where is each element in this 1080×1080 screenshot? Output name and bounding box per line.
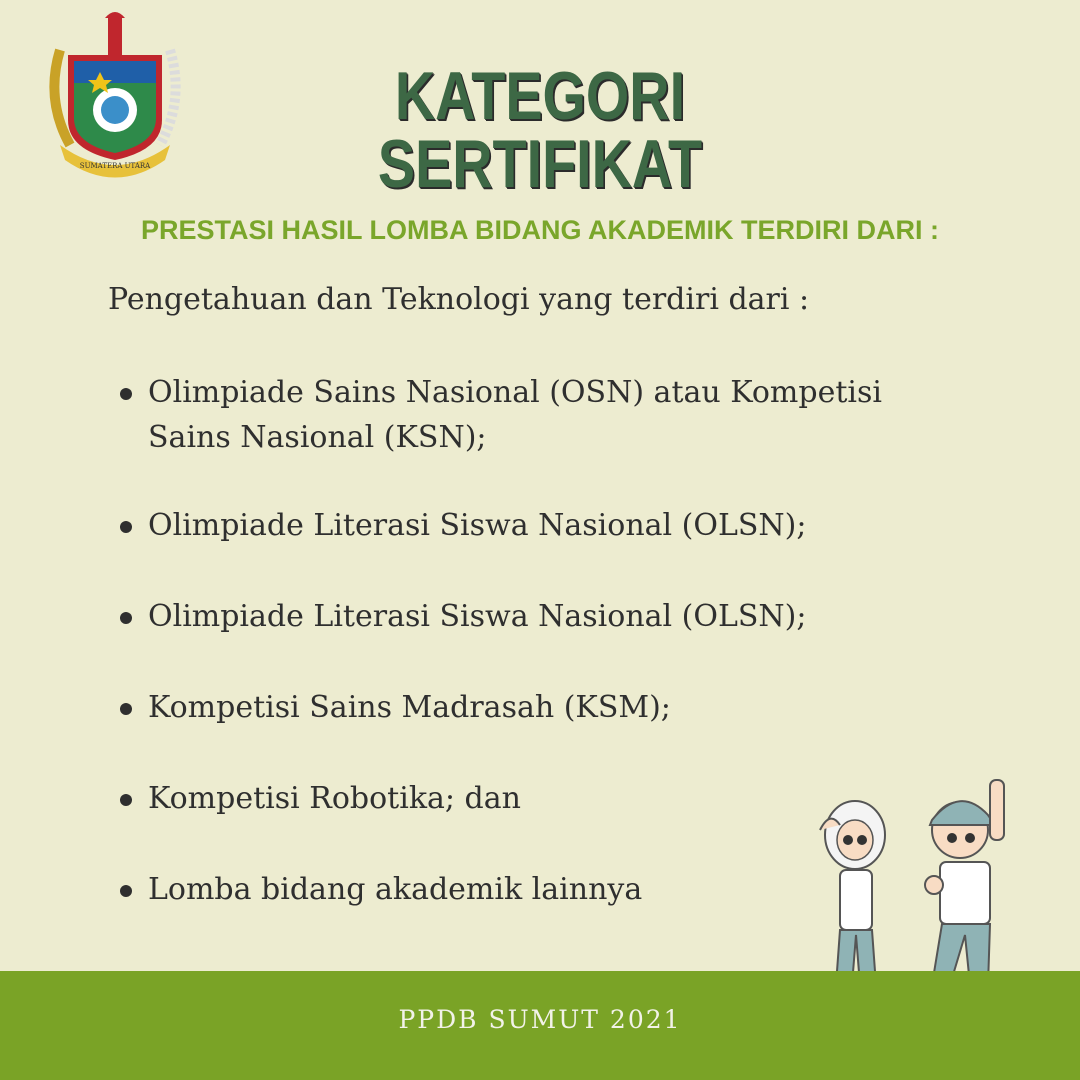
list-item	[118, 503, 998, 548]
list-item-text: Lomba bidang akademik lainnya	[148, 872, 643, 907]
list-item	[118, 594, 998, 639]
list-item-text: Kompetisi Robotika; dan	[148, 781, 521, 816]
emblem-lettering: SUMATERA UTARA	[79, 162, 151, 170]
page-title: KATEGORI SERTIFIKAT	[377, 58, 703, 202]
list-item	[118, 685, 998, 730]
list-item-text: Olimpiade Literasi Siswa Nasional (OLSN);	[148, 599, 807, 634]
list-item-text: Olimpiade Literasi Siswa Nasional (OLSN);	[148, 508, 807, 543]
sumatera-utara-emblem-icon	[40, 10, 190, 180]
list-item	[118, 370, 998, 460]
section-subtitle: PRESTASI HASIL LOMBA BIDANG AKADEMIK TERDIRI DARI :	[140, 215, 939, 245]
intro-text: Pengetahuan dan Teknologi yang terdiri dari :	[108, 282, 810, 317]
svg-text:SUMATERA UTARA	[80, 162, 151, 170]
list-item-text-continued: Sains Nasional (KSN);	[148, 420, 487, 455]
footer-text: PPDB SUMUT 2021	[398, 1005, 682, 1034]
list-item-text: Kompetisi Sains Madrasah (KSM);	[148, 690, 671, 725]
list-item-text: Olimpiade Sains Nasional (OSN) atau Kompetisi	[148, 375, 882, 410]
students-illustration-icon	[810, 770, 1030, 1000]
